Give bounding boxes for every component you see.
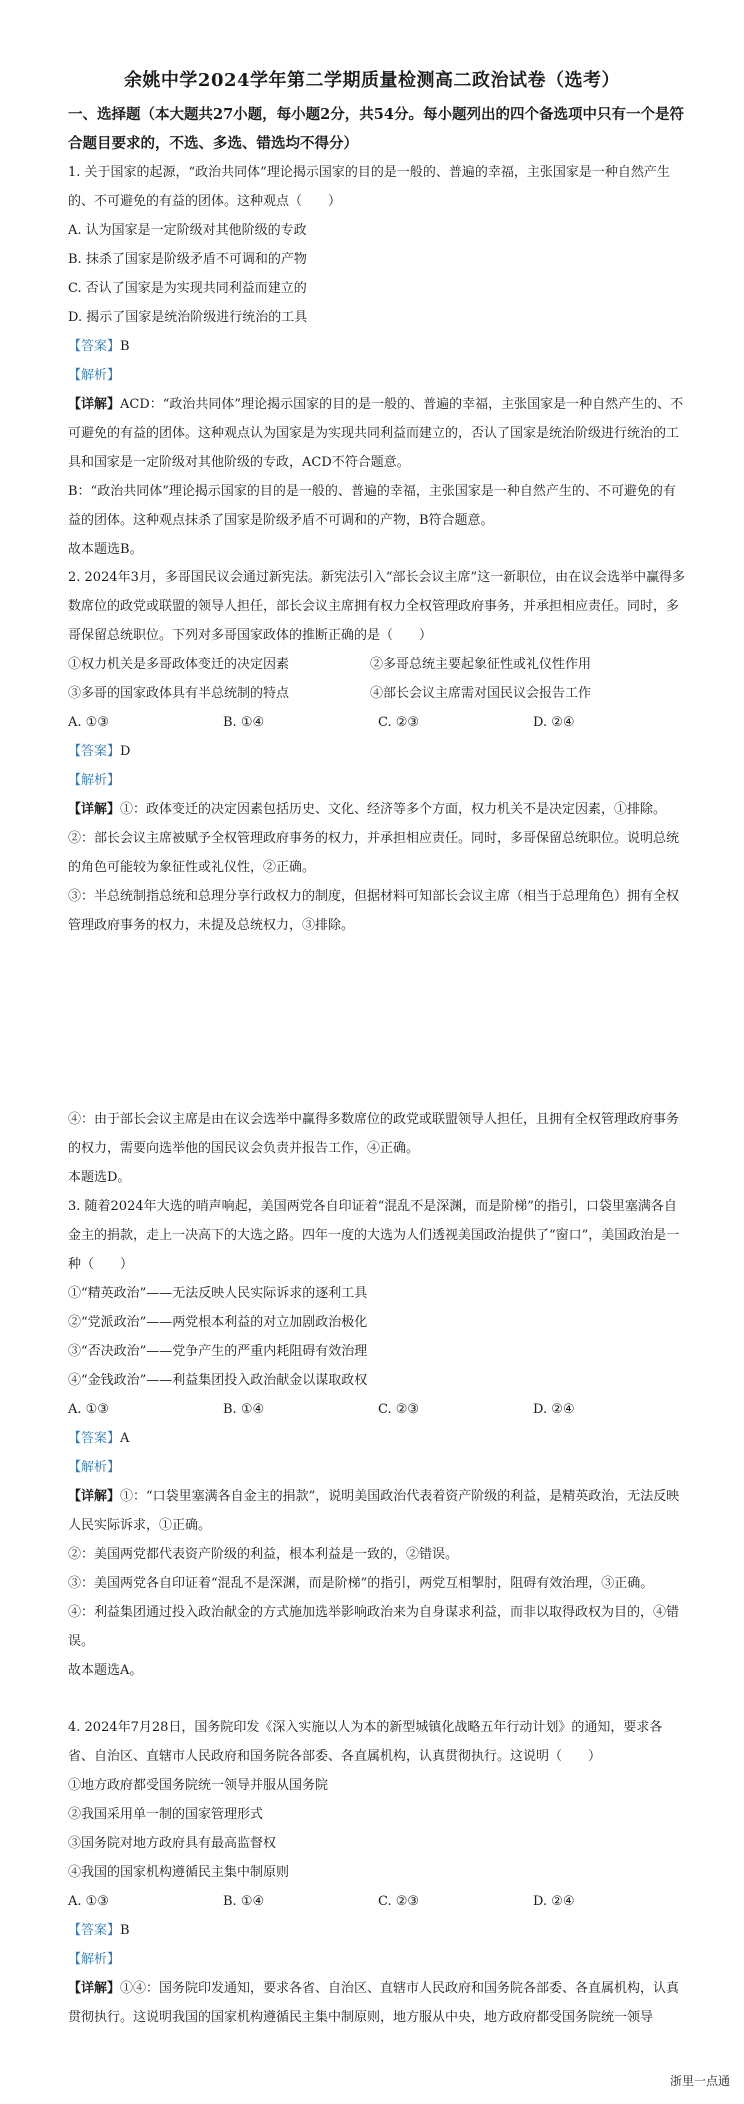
analysis-label: 【解析】 [68, 773, 121, 788]
detail-label: 【详解】 [68, 397, 121, 412]
answer-value: A [120, 1431, 130, 1446]
option-a: A. ①③ [68, 715, 109, 730]
options-row [68, 1395, 688, 1424]
option-c: C. ②③ [378, 1894, 420, 1909]
statement-4: ④部长会议主席需对国民议会报告工作 [370, 686, 592, 701]
answer-line [68, 1916, 688, 1945]
detail-text: ①：政体变迁的决定因素包括历史、文化、经济等多个方面，权力机关不是决定因素，①排除。 [120, 802, 667, 817]
statement-3: ③国务院对地方政府具有最高监督权 [68, 1836, 277, 1851]
option-d: D. ②④ [533, 1402, 575, 1417]
detail-paragraph-3: ③：半总统制指总统和总理分享行政权力的制度，但据材料可知部长会议主席（相当于总理角色）拥有全权管理政府事务的权力，未提及总统权力，③排除。 [68, 889, 680, 933]
detail-paragraph [68, 390, 688, 477]
answer-value: D [120, 744, 131, 759]
statement-1: ①地方政府都受国务院统一领导并服从国务院 [68, 1778, 329, 1793]
conclusion: 本题选D。 [68, 1170, 131, 1185]
page-title: 余姚中学2024学年第二学期质量检测高二政治试卷（选考） [123, 70, 621, 91]
section-heading: 一、选择题（本大题共27小题，每小题2分，共54分。每小题列出的四个备选项中只有一个是符合题目要求的，不选、多选、错选均不得分） [68, 106, 684, 152]
question-stem: 4. 2024年7月28日，国务院印发《深入实施以人为本的新型城镇化战略五年行动计划》的通知，要求各省、自治区、直辖市人民政府和国务院各部委、各直属机构，认真贯彻执行。这说明（ ） [68, 1720, 663, 1764]
statement-4: ④“金钱政治”——利益集团投入政治献金以谋取政权 [68, 1373, 368, 1388]
option-b: B. ①④ [223, 1894, 265, 1909]
statement-1: ①“精英政治”——无法反映人民实际诉求的逐利工具 [68, 1286, 368, 1301]
question-2-continued [68, 1105, 688, 1192]
option-a: A. ①③ [68, 1894, 109, 1909]
question-stem: 3. 随着2024年大选的哨声响起，美国两党各自印证着“混乱不是深渊，而是阶梯”的指引，口袋里塞满各自金主的捐款，走上一决高下的大选之路。四年一度的大选为人们透视美国政治提供了“窗口”，美国政治是一种（ ） [68, 1199, 680, 1272]
statement-2: ②“党派政治”——两党根本利益的对立加剧政治极化 [68, 1315, 368, 1330]
statement-row [68, 650, 688, 679]
options-row [68, 708, 688, 737]
statement-row [68, 679, 688, 708]
answer-value: B [120, 1923, 130, 1938]
statement-3: ③“否决政治”——党争产生的严重内耗阻碍有效治理 [68, 1344, 368, 1359]
option-c: C. ②③ [378, 715, 420, 730]
question-3 [68, 1192, 688, 1685]
question-2 [68, 563, 688, 940]
answer-line [68, 1424, 688, 1453]
question-1 [68, 158, 688, 564]
statement-3: ③多哥的国家政体具有半总统制的特点 [68, 686, 290, 701]
answer-label: 【答案】 [68, 1923, 121, 1938]
conclusion: 故本题选A。 [68, 1663, 143, 1678]
option-d: D. 揭示了国家是统治阶级进行统治的工具 [68, 310, 308, 325]
statement-1: ①权力机关是多哥政体变迁的决定因素 [68, 657, 290, 672]
detail-paragraph-4: ④：由于部长会议主席是由在议会选举中赢得多数席位的政党或联盟领导人担任，且拥有全权管理政府事务的权力，需要向选举他的国民议会负责并报告工作，④正确。 [68, 1112, 680, 1156]
detail-paragraph [68, 1974, 688, 2032]
option-d: D. ②④ [533, 715, 575, 730]
detail-paragraph-2: ②：美国两党都代表资产阶级的利益，根本利益是一致的，②错误。 [68, 1547, 459, 1562]
question-stem: 2. 2024年3月，多哥国民议会通过新宪法。新宪法引入“部长会议主席”这一新职位，由在议会选举中赢得多数席位的政党或联盟的领导人担任，部长会议主席拥有权力全权管理政府事务，并承担相应责任。同时，多哥保留总统职位。下列对多哥国家政体的推断正确的是（ ） [68, 570, 686, 643]
detail-paragraph-2: ②：部长会议主席被赋予全权管理政府事务的权力，并承担相应责任。同时，多哥保留总统职位。说明总统的角色可能较为象征性或礼仪性，②正确。 [68, 831, 680, 875]
detail-paragraph [68, 1482, 688, 1540]
answer-value: B [120, 339, 130, 354]
statement-2: ②我国采用单一制的国家管理形式 [68, 1807, 264, 1822]
detail-text: ①：“口袋里塞满各自金主的捐款”，说明美国政治代表着资产阶级的利益，是精英政治，无法反映人民实际诉求，①正确。 [68, 1489, 680, 1533]
answer-line [68, 737, 688, 766]
answer-line [68, 332, 688, 361]
detail-label: 【详解】 [68, 1489, 121, 1504]
statement-2: ②多哥总统主要起象征性或礼仪性作用 [370, 657, 592, 672]
detail-paragraph-4: ④：利益集团通过投入政治献金的方式施加选举影响政治来为自身谋求利益，而非以取得政权为目的，④错误。 [68, 1605, 680, 1649]
option-b: B. ①④ [223, 715, 265, 730]
option-b: B. ①④ [223, 1402, 265, 1417]
options-row [68, 1887, 688, 1916]
answer-label: 【答案】 [68, 744, 121, 759]
detail-text: ACD：“政治共同体”理论揭示国家的目的是一般的、普遍的幸福，主张国家是一种自然产生的、不可避免的有益的团体。这种观点认为国家是为实现共同利益而建立的，否认了国家是统治阶级进行统治的工具和国家是一定阶级对其他阶级的专政，ACD不符合题意。 [68, 397, 684, 470]
option-a: A. 认为国家是一定阶级对其他阶级的专政 [68, 223, 307, 238]
answer-label: 【答案】 [68, 339, 121, 354]
analysis-label: 【解析】 [68, 368, 121, 383]
option-b: B. 抹杀了国家是阶级矛盾不可调和的产物 [68, 252, 307, 267]
statement-4: ④我国的国家机构遵循民主集中制原则 [68, 1865, 290, 1880]
detail-text: ①④：国务院印发通知，要求各省、自治区、直辖市人民政府和国务院各部委、各直属机构，认真贯彻执行。这说明我国的国家机构遵循民主集中制原则，地方服从中央，地方政府都受国务院统一领导 [68, 1981, 680, 2025]
detail-paragraph [68, 795, 688, 824]
analysis-label: 【解析】 [68, 1460, 121, 1475]
analysis-label: 【解析】 [68, 1952, 121, 1967]
option-d: D. ②④ [533, 1894, 575, 1909]
footer-watermark: 浙里一点通 [669, 2074, 730, 2088]
answer-label: 【答案】 [68, 1431, 121, 1446]
question-stem: 1. 关于国家的起源，“政治共同体”理论揭示国家的目的是一般的、普遍的幸福，主张国家是一种自然产生的、不可避免的有益的团体。这种观点（ ） [68, 165, 670, 209]
option-c: C. ②③ [378, 1402, 420, 1417]
option-c: C. 否认了国家是为实现共同利益而建立的 [68, 281, 307, 296]
detail-label: 【详解】 [68, 802, 121, 817]
conclusion: 故本题选B。 [68, 542, 143, 557]
detail-paragraph-2: B：“政治共同体”理论揭示国家的目的是一般的、普遍的幸福，主张国家是一种自然产生的、不可避免的有益的团体。这种观点抹杀了国家是阶级矛盾不可调和的产物，B符合题意。 [68, 484, 676, 528]
detail-label: 【详解】 [68, 1981, 121, 1996]
question-4 [68, 1713, 688, 2032]
detail-paragraph-3: ③：美国两党各自印证着“混乱不是深渊，而是阶梯”的指引，两党互相掣肘，阻碍有效治理，③正确。 [68, 1576, 654, 1591]
option-a: A. ①③ [68, 1402, 109, 1417]
